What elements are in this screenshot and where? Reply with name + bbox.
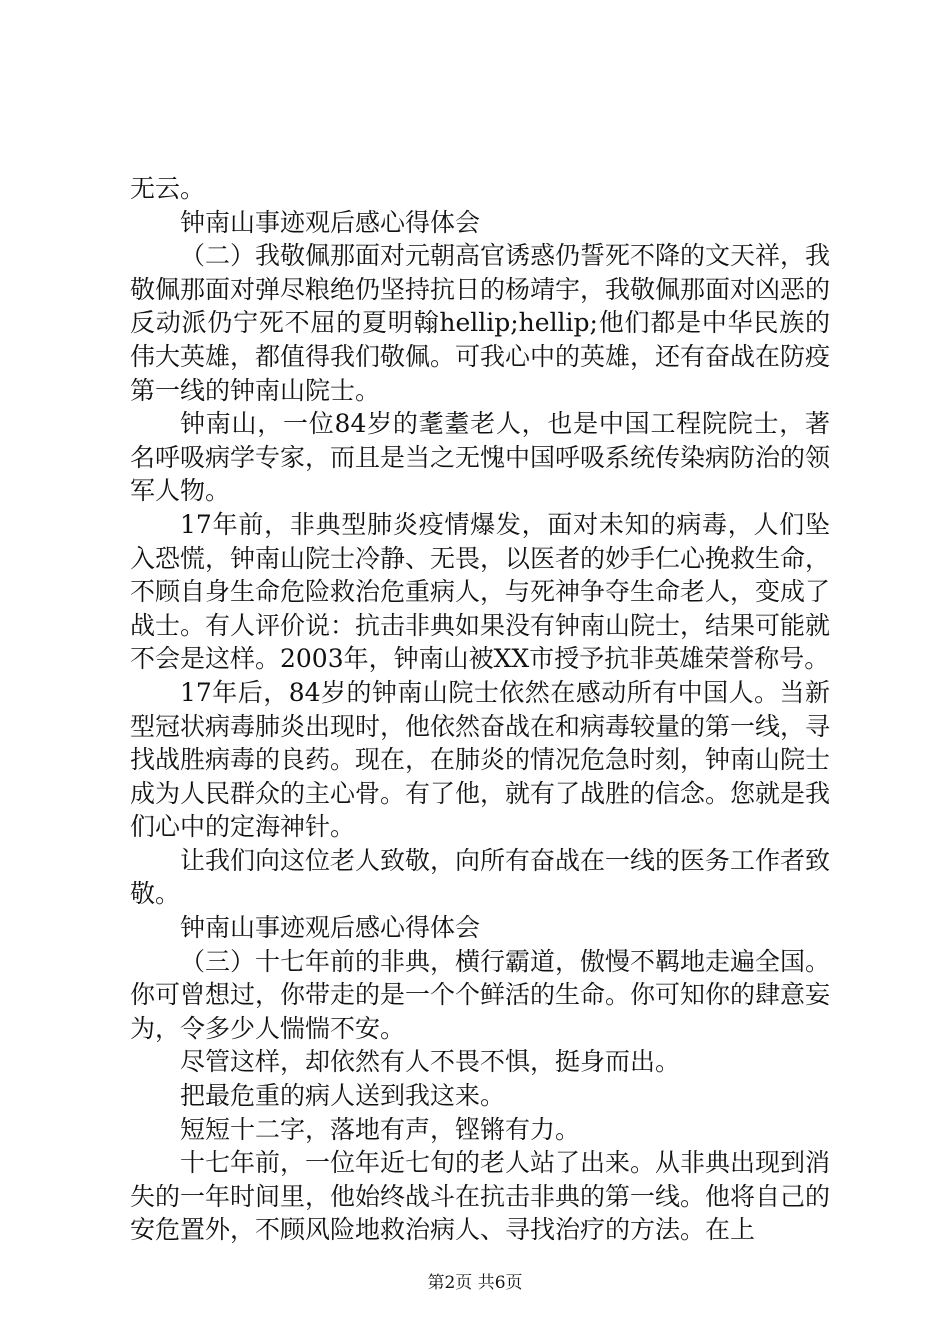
paragraph: 17年后，84岁的钟南山院士依然在感动所有中国人。当新型冠状病毒肺炎出现时，他依然奋战在和病毒较量的第一线，寻找战胜病毒的良药。现在，在肺炎的情况危急时刻，钟南山院士成为人民群众的主心骨。有了他，就有了战胜的信念。您就是我们心中的定海神针。	[130, 677, 831, 842]
paragraph: 钟南山，一位84岁的耄耋老人，也是中国工程院院士，著名呼吸病学专家，而且是当之无愧中国呼吸系统传染病防治的领军人物。	[130, 409, 831, 506]
section-heading: 钟南山事迹观后感心得体会	[180, 913, 481, 943]
page-number-footer: 第2页 共6页	[427, 1273, 523, 1293]
paragraph: （二）我敬佩那面对元朝高官诱惑仍誓死不降的文天祥，我敬佩那面对弹尽粮绝仍坚持抗日的杨靖宇，我敬佩那面对凶恶的反动派仍宁死不屈的夏明翰hellip;hellip;他们都是中华民族的伟大英雄，都值得我们敬佩。可我心中的英雄，还有奋战在防疫第一线的钟南山院士。	[130, 241, 831, 405]
paragraph: （三）十七年前的非典，横行霸道，傲慢不羁地走遍全国。你可曾想过，你带走的是一个个鲜活的生命。你可知你的肆意妄为，令多少人惴惴不安。	[130, 946, 831, 1043]
section-heading: 钟南山事迹观后感心得体会	[180, 207, 481, 237]
paragraph: 17年前，非典型肺炎疫情爆发，面对未知的病毒，人们坠入恐慌，钟南山院士冷静、无畏，以医者的妙手仁心挽救生命，不顾自身生命危险救治危重病人，与死神争夺生命老人，变成了战士。有人评价说：抗击非典如果没有钟南山院士，结果可能就不会是这样。2003年，钟南山被XX市授予抗非英雄荣誉称号。	[130, 509, 831, 674]
paragraph-continuation: 无云。	[130, 174, 206, 203]
paragraph: 十七年前，一位年近七旬的老人站了出来。从非典出现到消失的一年时间里，他始终战斗在抗击非典的第一线。他将自己的安危置外，不顾风险地救治病人、寻找治疗的方法。在上	[130, 1148, 831, 1245]
paragraph: 短短十二字，落地有声，铿锵有力。	[180, 1114, 581, 1144]
paragraph: 尽管这样，却依然有人不畏不惧，挺身而出。	[180, 1047, 681, 1077]
paragraph: 把最危重的病人送到我这来。	[180, 1081, 506, 1111]
paragraph: 让我们向这位老人致敬，向所有奋战在一线的医务工作者致敬。	[130, 845, 831, 909]
document-body	[130, 172, 830, 1247]
